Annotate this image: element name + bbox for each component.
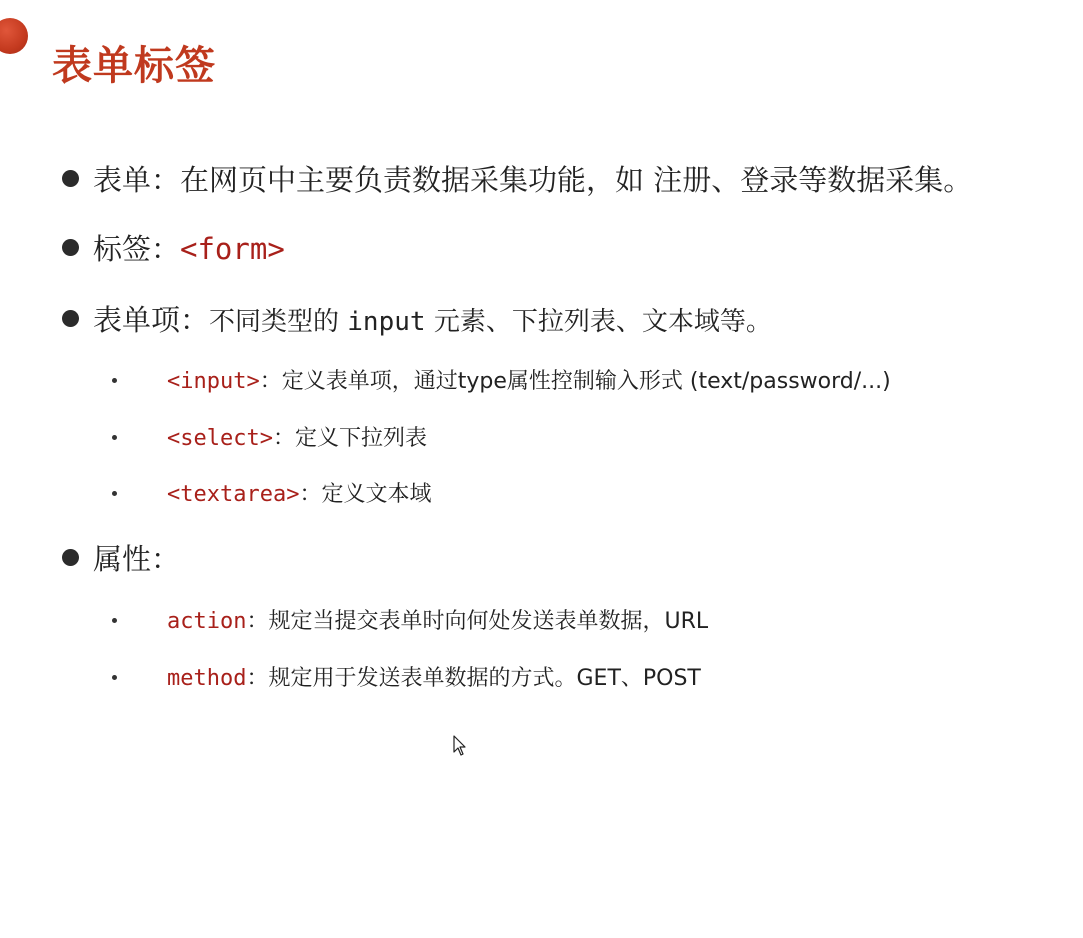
sub-item-code: <select> — [167, 426, 273, 451]
bullet-tag-code: <form> — [180, 232, 285, 266]
sub-item-text: 定义文本域 — [321, 482, 432, 507]
bullet-form-label: 表单： — [93, 163, 181, 197]
sub-item-text: 定义表单项，通过type属性控制输入形式 (text/password/...) — [281, 369, 891, 394]
sub-bullet-dot-icon — [112, 435, 117, 440]
bullet-items — [62, 300, 772, 342]
bullet-dot-icon — [62, 239, 79, 256]
sub-item-method — [112, 663, 701, 695]
sub-item-input — [112, 366, 891, 398]
bullet-tag-label: 标签： — [93, 232, 181, 266]
bullet-items-text-before: 不同类型的 — [209, 307, 348, 337]
bullet-items-label: 表单项： — [93, 303, 210, 337]
sub-item-code: action — [167, 609, 247, 634]
bullet-dot-icon — [62, 310, 79, 327]
bullet-tag — [62, 229, 285, 269]
sub-item-sep: ： — [259, 369, 282, 394]
sub-item-text: 规定用于发送表单数据的方式。GET、POST — [268, 666, 701, 691]
sub-bullet-dot-icon — [112, 675, 117, 680]
sub-item-sep: ： — [272, 426, 295, 451]
sub-bullet-dot-icon — [112, 378, 117, 383]
sub-item-text: 定义下拉列表 — [294, 426, 427, 451]
sub-item-action — [112, 606, 708, 638]
mouse-pointer-icon — [453, 735, 469, 757]
sub-item-sep: ： — [246, 609, 269, 634]
sub-item-sep: ： — [246, 666, 269, 691]
sub-item-code: <textarea> — [167, 482, 300, 507]
sub-item-text: 规定当提交表单时向何处发送表单数据，URL — [268, 609, 709, 634]
sub-item-textarea — [112, 479, 431, 511]
bullet-items-code: input — [347, 307, 426, 337]
bullet-form — [62, 160, 972, 200]
corner-decoration-icon — [0, 18, 28, 54]
sub-item-select — [112, 423, 427, 455]
slide-title: 表单标签 — [52, 43, 216, 89]
sub-bullet-dot-icon — [112, 491, 117, 496]
sub-item-code: <input> — [167, 369, 260, 394]
sub-item-code: method — [167, 666, 247, 691]
sub-bullet-dot-icon — [112, 618, 117, 623]
sub-item-sep: ： — [299, 482, 322, 507]
bullet-attrs-label: 属性： — [93, 542, 181, 576]
bullet-items-text-after: 元素、下拉列表、文本域等。 — [425, 307, 772, 337]
bullet-dot-icon — [62, 170, 79, 187]
bullet-form-text: 在网页中主要负责数据采集功能，如 注册、登录等数据采集。 — [180, 163, 973, 197]
bullet-attrs — [62, 539, 180, 579]
bullet-dot-icon — [62, 549, 79, 566]
